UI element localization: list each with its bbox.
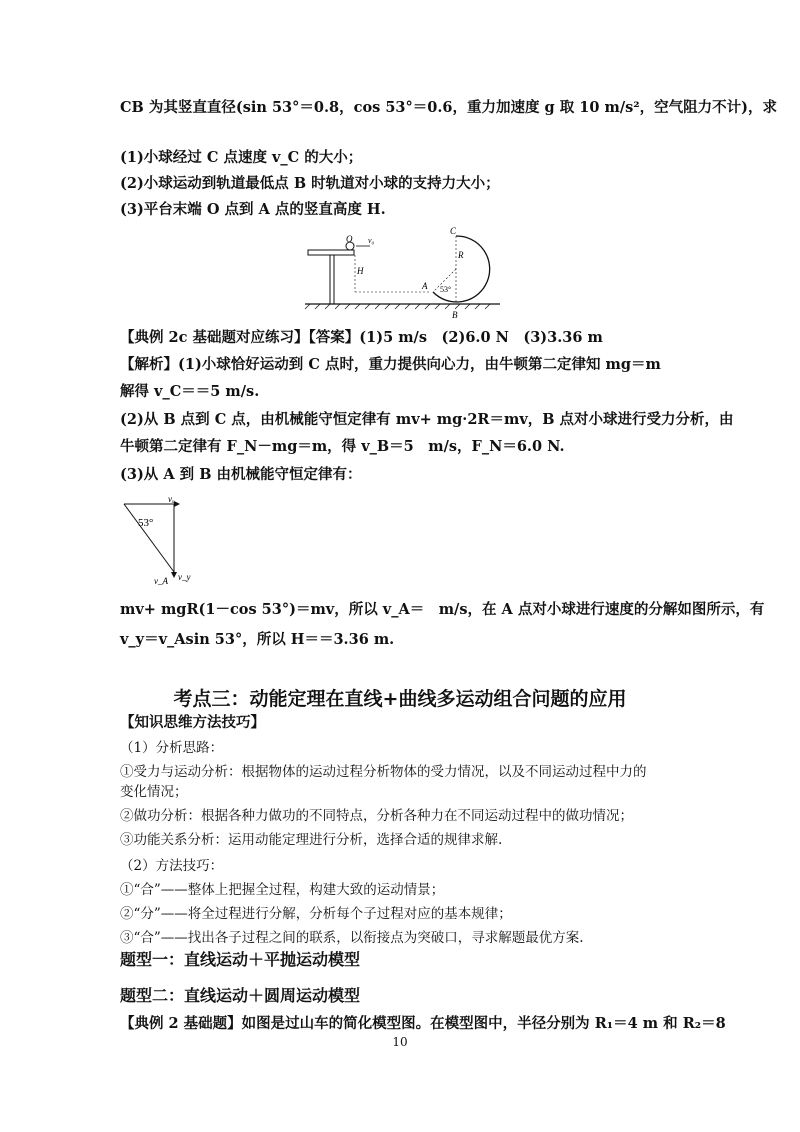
label-vy: v_y: [178, 572, 191, 582]
example-line: 【典例 2 基础题】如图是过山车的简化模型图。在模型图中，半径分别为 R₁＝4 m 和 R₂＝8: [120, 1015, 726, 1032]
page-number: 10: [392, 1035, 408, 1049]
section-title: 考点三：动能定理在直线+曲线多运动组合问题的应用: [173, 688, 627, 710]
label-a: A: [422, 281, 428, 291]
label-b: B: [452, 310, 458, 320]
tips-heading: 【知识思维方法技巧】: [120, 714, 265, 731]
label-r: R: [458, 250, 464, 260]
label-angle-53: 53°: [138, 517, 154, 529]
velocity-decomposition-diagram: [118, 492, 198, 592]
question-2: (2)小球运动到轨道最低点 B 时轨道对小球的支持力大小；: [120, 175, 500, 192]
solution-line-7: v_y＝v_Asin 53°，所以 H＝＝3.36 m.: [120, 631, 395, 648]
analysis-heading: （1）分析思路：: [120, 740, 224, 756]
track-diagram: [300, 222, 510, 322]
method-heading: （2）方法技巧：: [120, 858, 224, 874]
type-heading-2: 题型二：直线运动＋圆周运动模型: [120, 986, 361, 1005]
tip-item-3: ③功能关系分析：运用动能定理进行分析，选择合适的规律求解.: [120, 832, 503, 848]
method-item-3: ③“合”——找出各子过程之间的联系，以衔接点为突破口，寻求解题最优方案.: [120, 930, 584, 946]
label-o: O: [346, 234, 353, 244]
method-item-2: ②“分”——将全过程进行分解，分析每个子过程对应的基本规律；: [120, 906, 512, 922]
solution-line-5: (3)从 A 到 B 由机械能守恒定律有：: [120, 466, 362, 483]
solution-line-3: (2)从 B 点到 C 点，由机械能守恒定律有 mv+ mg·2R＝mv，B 点对小球进行受力分析，由: [120, 411, 734, 428]
answer-line: 【典例 2c 基础题对应练习】【答案】(1)5 m/s (2)6.0 N (3)3.36 m: [120, 329, 603, 346]
method-item-1: ①“合”——整体上把握全过程，构建大致的运动情景；: [120, 882, 445, 898]
tip-item-2: ②做功分析：根据各种力做功的不同特点，分析各种力在不同运动过程中的做功情况；: [120, 808, 633, 824]
tip-item-1b: 变化情况；: [120, 784, 188, 800]
solution-line-2: 解得 v_C＝＝5 m/s.: [120, 383, 260, 400]
solution-line-4: 牛顿第二定律有 F_N－mg＝m，得 v_B＝5 m/s，F_N＝6.0 N.: [120, 438, 565, 455]
label-c: C: [450, 226, 457, 236]
label-angle: 53°: [440, 285, 452, 294]
solution-line-6: mv+ mgR(1－cos 53°)＝mv，所以 v_A＝ m/s，在 A 点对小球进行速度的分解如图所示，有: [120, 601, 765, 618]
label-vx: vₓ: [168, 494, 175, 504]
tip-item-1a: ①受力与运动分析：根据物体的运动过程分析物体的受力情况，以及不同运动过程中力的: [120, 764, 647, 780]
question-1: (1)小球经过 C 点速度 v_C 的大小；: [120, 149, 363, 166]
question-3: (3)平台末端 O 点到 A 点的竖直高度 H.: [120, 201, 386, 218]
label-h: H: [357, 266, 364, 276]
type-heading-1: 题型一：直线运动＋平抛运动模型: [120, 950, 361, 969]
solution-line-1: 【解析】(1)小球恰好运动到 C 点时，重力提供向心力，由牛顿第二定律知 mg＝m: [120, 356, 661, 373]
label-v0: v₀: [368, 236, 375, 245]
label-va: v_A: [154, 576, 168, 586]
problem-line-1: CB 为其竖直直径(sin 53°＝0.8，cos 53°＝0.6，重力加速度 g 取 10 m/s²，空气阻力不计)，求: [120, 99, 778, 116]
